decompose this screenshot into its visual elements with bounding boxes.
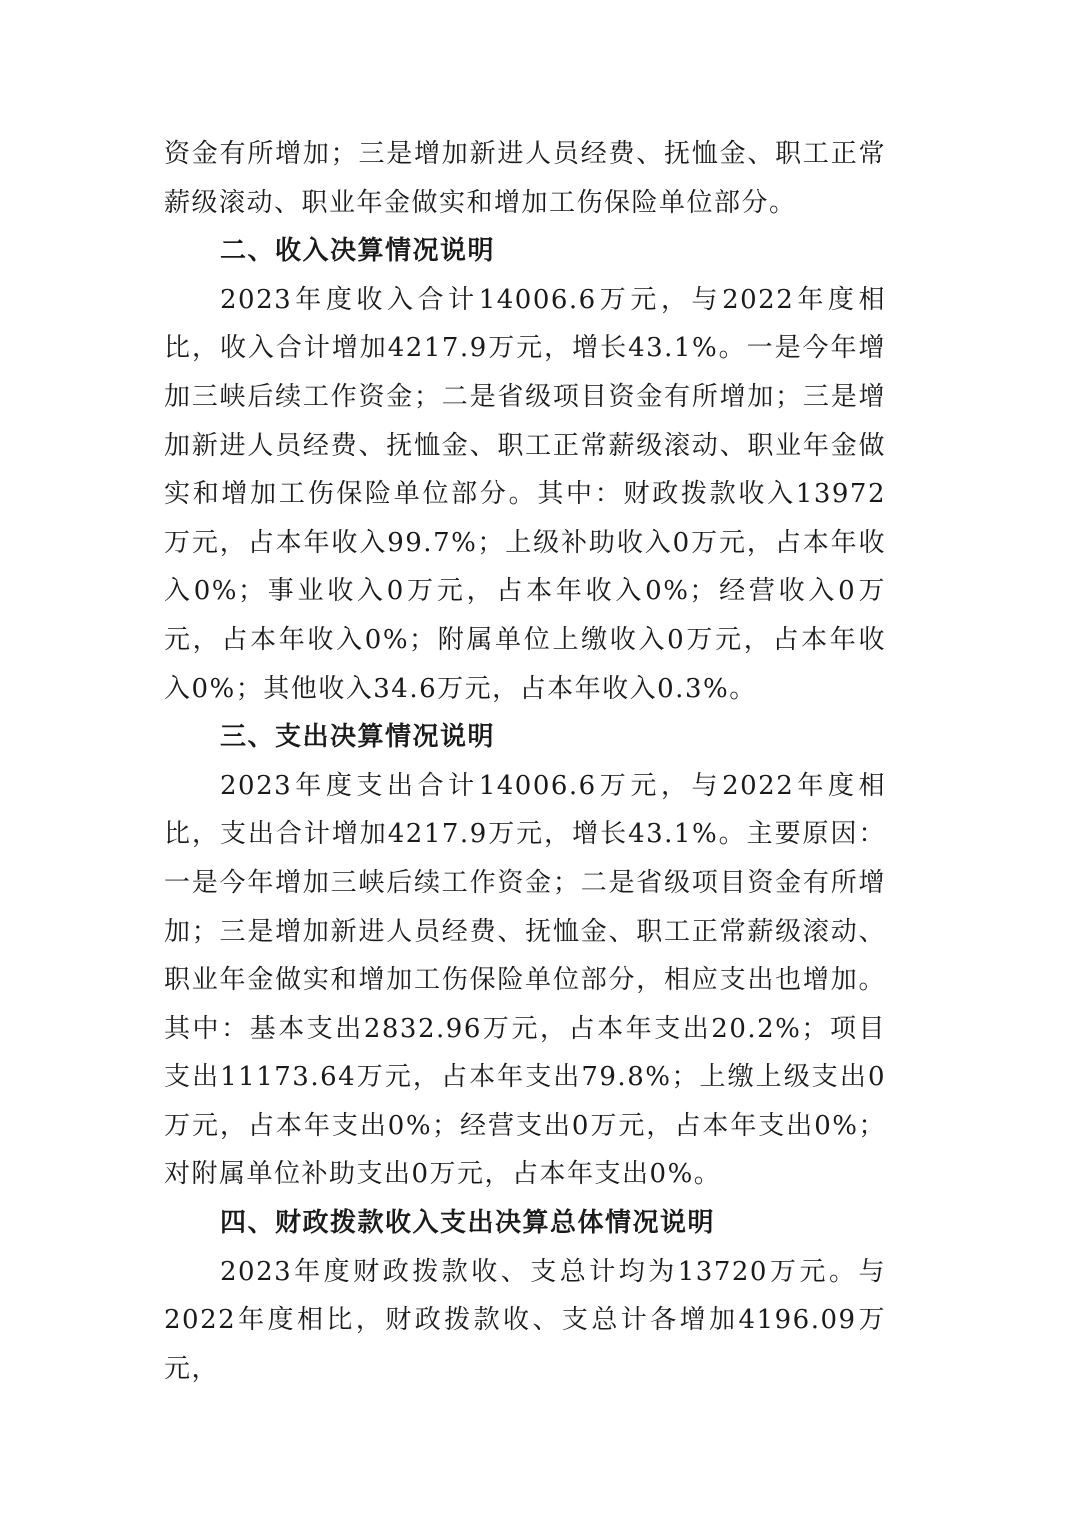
section-body-expenditure: 2023年度支出合计14006.6万元，与2022年度相比，支出合计增加4217.9万元，增长43.1%。主要原因：一是今年增加三峡后续工作资金；二是省级项目资金有所增加；三是增加新进人员经费、抚恤金、职工正常薪级滚动、职业年金做实和增加工伤保险单位部分，相应支出也增加。其中：基本支出2832.96万元，占本年支出20.2%；项目支出11173.64万元，占本年支出79.8%；上缴上级支出0万元，占本年支出0%；经营支出0万元，占本年支出0%；对附属单位补助支出0万元，占本年支出0%。 [164,770,886,1190]
section-body-income: 2023年度收入合计14006.6万元，与2022年度相比，收入合计增加4217.9万元，增长43.1%。一是今年增加三峡后续工作资金；二是省级项目资金有所增加；三是增加新进人员经费、抚恤金、职工正常薪级滚动、职业年金做实和增加工伤保险单位部分。其中：财政拨款收入13972万元，占本年收入99.7%；上级补助收入0万元，占本年收入0%；事业收入0万元，占本年收入0%；经营收入0万元，占本年收入0%；附属单位上缴收入0万元，占本年收入0%；其他收入34.6万元，占本年收入0.3%。 [164,284,886,704]
section-heading-income: 二、收入决算情况说明 [220,236,496,267]
document-page [164,130,886,1393]
section-heading-fiscal-appropriation: 四、财政拨款收入支出决算总体情况说明 [220,1208,716,1239]
section-heading-expenditure: 三、支出决算情况说明 [220,722,496,753]
section-body-fiscal-appropriation: 2023年度财政拨款收、支总计均为13720万元。与2022年度相比，财政拨款收、支总计各增加4196.09万元， [164,1256,886,1384]
intro-continuation-paragraph: 资金有所增加；三是增加新进人员经费、抚恤金、职工正常薪级滚动、职业年金做实和增加工伤保险单位部分。 [164,139,886,218]
